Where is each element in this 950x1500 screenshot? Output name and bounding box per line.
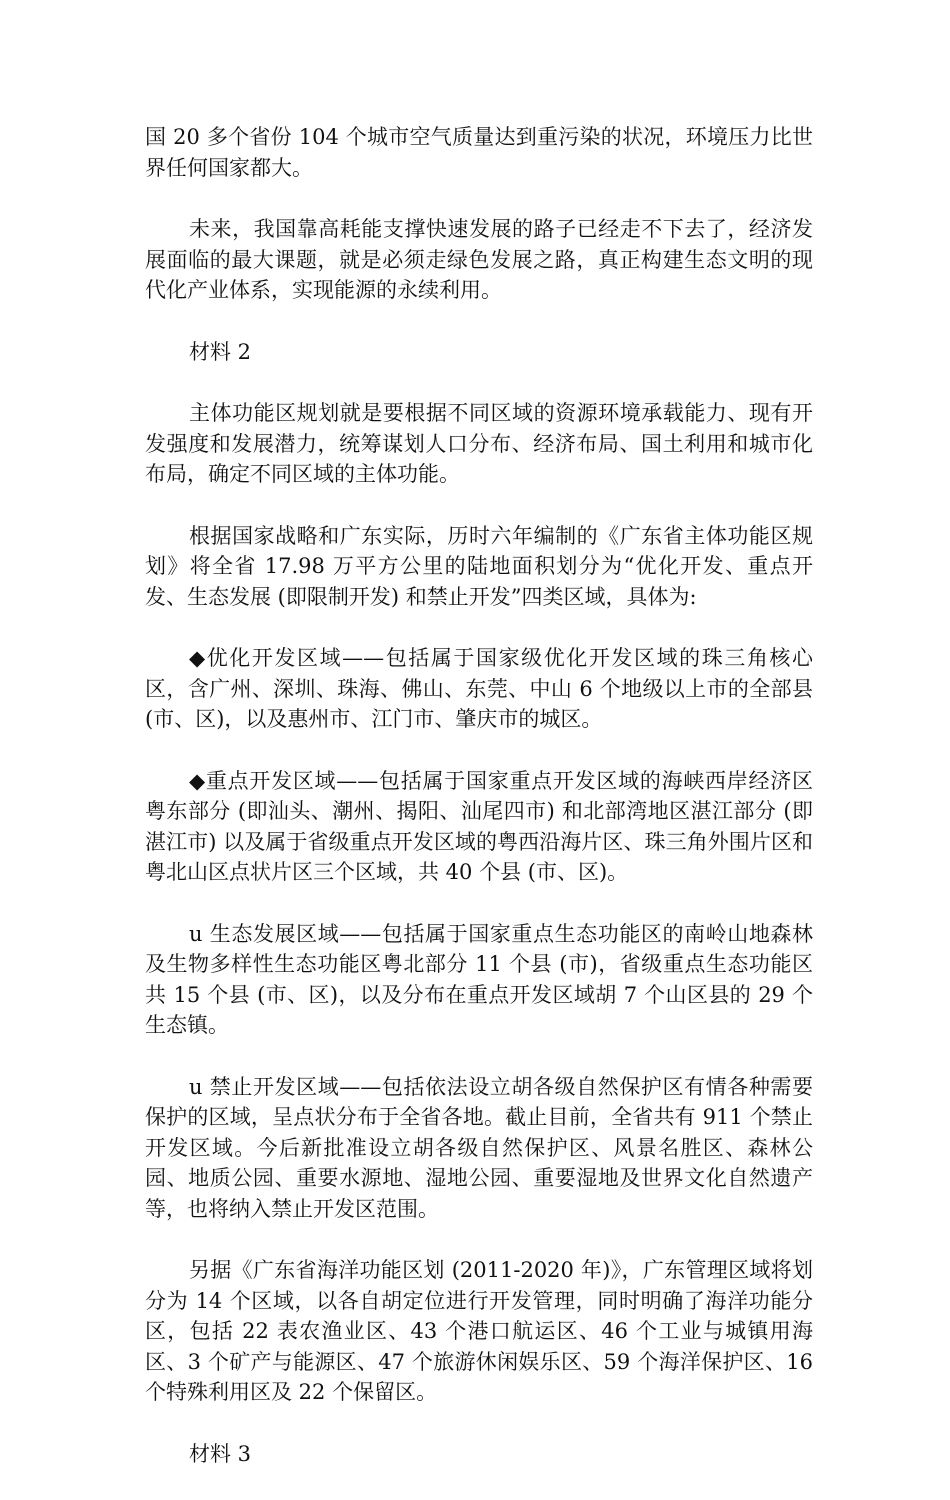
paragraph-continuation: 国 20 多个省份 104 个城市空气质量达到重污染的状况，环境压力比世界任何国家都大。 [145,125,813,180]
paragraph-guangdong-plan: 根据国家战略和广东实际，历时六年编制的《广东省主体功能区规划》将全省 17.98 万平方公里的陆地面积划分为“优化开发、重点开发、生态发展 (即限制开发) 和禁止开发”四类区域，具体为: [145,523,813,609]
paragraph-prohibited-development: u 禁止开发区域——包括依法设立胡各级自然保护区有情各种需要保护的区域，呈点状分布于全省各地。截止目前，全省共有 911 个禁止开发区域。今后新批准设立胡各级自然保护区、风景名胜区、森林公园、地质公园、重要水源地、湿地公园、重要湿地及世界文化自然遗产等，也将纳入禁止开发区范围。 [145,1074,813,1221]
paragraph-optimized-development: ◆优化开发区域——包括属于国家级优化开发区域的珠三角核心区，含广州、深圳、珠海、佛山、东莞、中山 6 个地级以上市的全部县 (市、区)，以及惠州市、江门市、肇庆市的城区。 [145,646,813,731]
paragraph-future-development: 未来，我国靠高耗能支撑快速发展的路子已经走不下去了，经济发展面临的最大课题，就是必须走绿色发展之路，真正构建生态文明的现代化产业体系，实现能源的永续利用。 [145,217,813,302]
paragraph-ecological-development: u 生态发展区域——包括属于国家重点生态功能区的南岭山地森林及生物多样性生态功能区粤北部分 11 个县 (市)，省级重点生态功能区共 15 个县 (市、区)，以及分布在重点开发区域胡 7 个山区县的 29 个生态镇。 [145,921,813,1037]
document-body [145,122,813,1500]
paragraph-key-development: ◆重点开发区域——包括属于国家重点开发区域的海峡西岸经济区粤东部分 (即汕头、潮州、揭阳、汕尾四市) 和北部湾地区湛江部分 (即湛江市) 以及属于省级重点开发区域的粤西沿海片区、珠三角外围片区和粤北山区点状片区三个区域，共 40 个县 (市、区)。 [145,768,813,884]
paragraph-marine-zoning: 另据《广东省海洋功能区划 (2011-2020 年)》，广东管理区域将划分为 14 个区域，以各自胡定位进行开发管理，同时明确了海洋功能分区，包括 22 表农渔业区、43 个港口航运区、46 个工业与城镇用海区、3 个矿产与能源区、47 个旅游休闲娱乐区、59 个海洋保护区、16 个特殊利用区及 22 个保留区。 [145,1258,813,1404]
heading-material-2: 材料 2 [189,339,252,364]
paragraph-main-function-zone: 主体功能区规划就是要根据不同区域的资源环境承载能力、现有开发强度和发展潜力，统筹谋划人口分布、经济布局、国土利用和城市化布局，确定不同区域的主体功能。 [145,401,813,486]
heading-material-3: 材料 3 [189,1441,252,1466]
